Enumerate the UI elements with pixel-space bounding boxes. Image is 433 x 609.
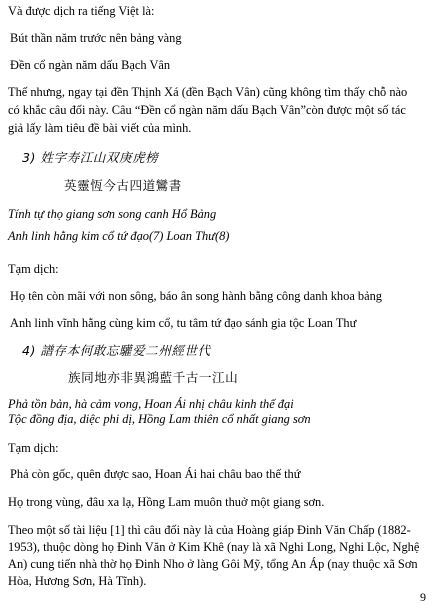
text-line: Đền cổ ngàn năm dấu Bạch Vân bbox=[10, 58, 171, 72]
text-line: Tộc đồng địa, diệc phi dị, Hồng Lam thiên cổ nhất giang sơn bbox=[8, 412, 311, 426]
text-line: 1953), thuộc dòng họ Đinh Văn ở Kim Khê (nay là xã Nghi Long, Nghi Lộc, Nghệ bbox=[8, 540, 420, 554]
text-line: có khắc câu đối này. Câu “Đền cổ ngàn năm dấu Bạch Vân”còn được một số tác bbox=[8, 103, 406, 117]
text-line: Tạm dịch: bbox=[8, 441, 59, 455]
text-line: Thế nhưng, ngay tại đền Thịnh Xá (đền Bạch Vân) cũng không tìm thấy chỗ nào bbox=[8, 85, 408, 99]
page-number: 9 bbox=[420, 590, 426, 604]
text-line: An) cung tiến nhà thờ họ Đinh Nho ở làng Gôi Mỹ, tổng An Áp (nay thuộc xã Sơn bbox=[8, 557, 418, 571]
text-line-chinese: 英靈恆今古四道鸞書 bbox=[64, 178, 182, 193]
text-line-chinese: 3) 姓字寿江山双庚虎榜 bbox=[22, 150, 159, 165]
text-line: Họ tên còn mãi với non sông, báo ân song hành bằng công danh khoa bảng bbox=[10, 289, 383, 303]
text-line: giả lấy làm tiêu đề bài viết của mình. bbox=[8, 121, 192, 135]
text-line-chinese: 4) 譜存本何敢忘驩爱二州經世代 bbox=[22, 343, 211, 358]
text-line: Bút thần năm trước nên bảng vàng bbox=[10, 31, 182, 45]
text-line: Tạm dịch: bbox=[8, 262, 59, 276]
text-line: Họ trong vùng, đâu xa lạ, Hồng Lam muôn thuở một giang sơn. bbox=[8, 495, 325, 509]
text-line: Anh linh hằng kim cổ tứ đạo(7) Loan Thư(8) bbox=[8, 229, 230, 243]
text-line: Anh linh vĩnh hằng cùng kim cổ, tu tâm tứ đạo sánh gia tộc Loan Thư bbox=[10, 316, 357, 330]
text-line: Hòa, Hương Sơn, Hà Tĩnh). bbox=[8, 574, 147, 588]
text-line: Tính tự thọ giang sơn song canh Hổ Bảng bbox=[8, 207, 217, 221]
text-line-chinese: 族同地亦非異鴻藍千古一江山 bbox=[68, 370, 239, 385]
text-line: Theo một số tài liệu [1] thì câu đối này là của Hoàng giáp Đinh Văn Chấp (1882- bbox=[8, 523, 411, 537]
text-line: Phả còn gốc, quên được sao, Hoan Ái hai châu bao thế thứ bbox=[10, 467, 301, 481]
text-line: Phả tồn bản, hà cảm vong, Hoan Ái nhị châu kinh thế đại bbox=[8, 397, 294, 411]
text-line: Và được dịch ra tiếng Việt là: bbox=[8, 4, 155, 18]
